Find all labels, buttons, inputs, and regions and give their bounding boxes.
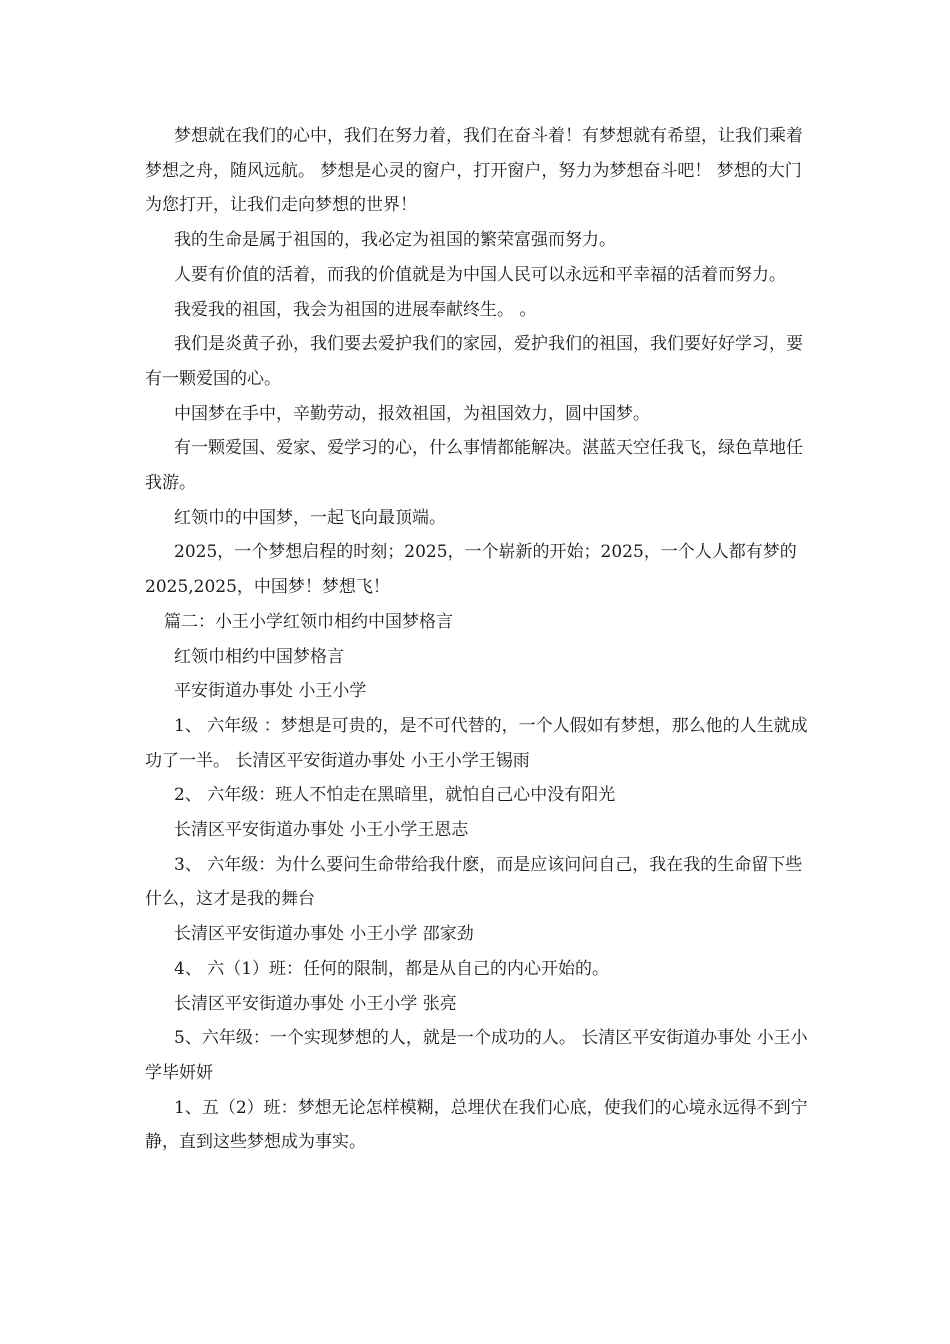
motto-5: 5、六年级：一个实现梦想的人，就是一个成功的人。 长清区平安街道办事处 小王小学毕妍妍 bbox=[145, 1028, 808, 1083]
motto-2: 2、 六年级：班人不怕走在黑暗里，就怕自己心中没有阳光 bbox=[174, 785, 616, 806]
paragraph-8: 红领巾的中国梦，一起飞向最顶端。 bbox=[174, 507, 446, 528]
paragraph-9: 2025，一个梦想启程的时刻；2025，一个崭新的开始；2025，一个人人都有梦的 2025,2025，中国梦！梦想飞！ bbox=[145, 542, 797, 598]
paragraph-5: 我们是炎黄子孙，我们要去爱护我们的家园，爱护我们的祖国，我们要好好学习，要有一颗爱国的心。 bbox=[145, 334, 803, 389]
section-subtitle: 红领巾相约中国梦格言 bbox=[174, 646, 344, 667]
motto-4: 4、 六（1）班：任何的限制，都是从自己的内心开始的。 bbox=[174, 958, 610, 979]
section-heading: 篇二：小王小学红领巾相约中国梦格言 bbox=[164, 611, 453, 632]
paragraph-3: 人要有价值的活着，而我的价值就是为中国人民可以永远和平幸福的活着而努力。 bbox=[174, 264, 786, 285]
motto-1: 1、 六年级 ：梦想是可贵的，是不可代替的，一个人假如有梦想，那么他的人生就成功了一半。 长清区平安街道办事处 小王小学王锡雨 bbox=[145, 715, 808, 771]
motto-3-author: 长清区平安街道办事处 小王小学 邵家劲 bbox=[174, 924, 474, 945]
motto-4-author: 长清区平安街道办事处 小王小学 张亮 bbox=[174, 993, 457, 1014]
motto-2-author: 长清区平安街道办事处 小王小学王恩志 bbox=[174, 820, 469, 841]
school-line: 平安街道办事处 小王小学 bbox=[174, 681, 367, 702]
motto-6: 1、五（2）班：梦想无论怎样模糊，总埋伏在我们心底，使我们的心境永远得不到宁静，直到这些梦想成为事实。 bbox=[145, 1097, 808, 1153]
paragraph-4: 我爱我的祖国，我会为祖国的进展奉献终生。 。 bbox=[174, 299, 537, 320]
paragraph-2: 我的生命是属于祖国的，我必定为祖国的繁荣富强而努力。 bbox=[174, 230, 616, 251]
paragraph-6: 中国梦在手中，辛勤劳动，报效祖国，为祖国效力，圆中国梦。 bbox=[174, 403, 650, 424]
motto-3: 3、 六年级：为什么要问生命带给我什麽，而是应该问问自己，我在我的生命留下些什么，这才是我的舞台 bbox=[145, 854, 803, 910]
document-body bbox=[145, 119, 810, 1160]
paragraph-7: 有一颗爱国、爱家、爱学习的心，什么事情都能解决。湛蓝天空任我飞，绿色草地任我游。 bbox=[145, 438, 803, 494]
paragraph-1: 梦想就在我们的心中，我们在努力着，我们在奋斗着！有梦想就有希望，让我们乘着梦想之舟，随风远航。 梦想是心灵的窗户，打开窗户，努力为梦想奋斗吧！ 梦想的大门为您打开，让我们走向梦想的世界！ bbox=[145, 126, 803, 216]
